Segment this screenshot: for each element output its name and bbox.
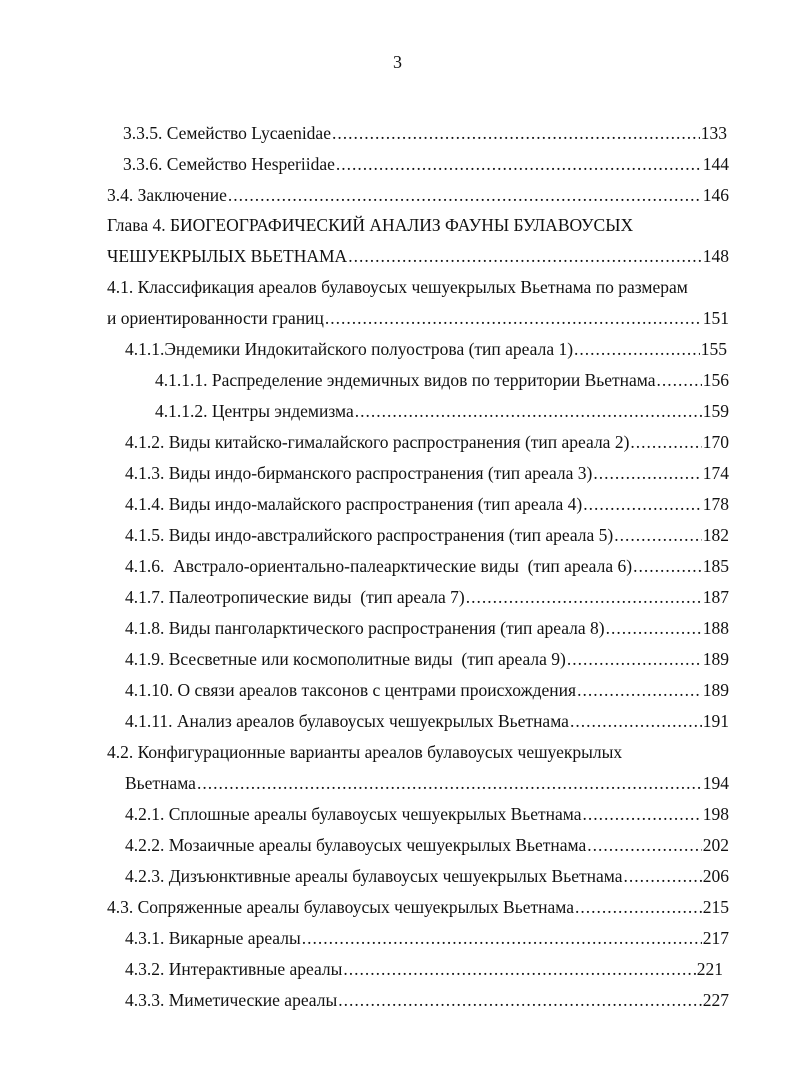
toc-entry-4-1-9[interactable] [125, 644, 729, 674]
toc-entry-4-3[interactable] [107, 892, 729, 922]
toc-entry-4-1-11[interactable] [125, 706, 729, 736]
toc-entry-4-2-3[interactable] [125, 861, 729, 891]
dot-leader [614, 520, 702, 550]
toc-entry-page: 191 [702, 711, 729, 731]
toc-entry-page: 227 [702, 990, 729, 1010]
toc-entry-page: 159 [702, 401, 729, 421]
toc-entry-title: и ориентированности границ [107, 308, 324, 328]
toc-entry-title: 3.4. Заключение [107, 185, 227, 205]
dot-leader [630, 427, 701, 457]
toc-entry-title: 3.3.6. Семейство Hesperiidae [123, 154, 335, 174]
dot-leader [583, 799, 702, 829]
toc-entry-title: ЧЕШУЕКРЫЛЫХ ВЬЕТНАМА [107, 246, 348, 266]
toc-entry-page: 155 [700, 339, 727, 359]
toc-entry-title: 3.3.5. Семейство Lycaenidae [123, 123, 331, 143]
toc-entry-4-1-1-1[interactable] [155, 365, 729, 395]
dot-leader [593, 458, 701, 488]
dot-leader [577, 675, 702, 705]
toc-entry-page: 170 [702, 432, 729, 452]
toc-entry-page: 189 [702, 680, 729, 700]
toc-entry-4-1-3[interactable] [125, 458, 729, 488]
toc-entry-4-1-8[interactable] [125, 613, 729, 643]
toc-entry-4-2-line1[interactable]: 4.2. Конфигурационные варианты ареалов булавоусых чешуекрылых [107, 742, 623, 762]
toc-entry-title: 4.1.4. Виды индо-малайского распространения (тип ареала 4) [125, 494, 583, 514]
toc-entry-page: 144 [702, 154, 729, 174]
toc-entry-page: 174 [702, 463, 729, 483]
toc-entry-page: 182 [702, 525, 729, 545]
toc-entry-title: 4.1.7. Палеотропические виды (тип ареала 7) [125, 587, 465, 607]
toc-entry-title: 4.1.10. О связи ареалов таксонов с центрами происхождения [125, 680, 577, 700]
toc-entry-4-1-line1[interactable]: 4.1. Классификация ареалов булавоусых чешуекрылых Вьетнама по размерам [107, 277, 688, 297]
dot-leader [623, 861, 701, 891]
dot-leader [587, 830, 702, 860]
toc-entry-title: 4.1.3. Виды индо-бирманского распространения (тип ареала 3) [125, 463, 593, 483]
dot-leader [567, 644, 702, 674]
toc-entry-4-2-2[interactable] [125, 830, 729, 860]
toc-entry-page: 151 [702, 308, 729, 328]
toc-entry-title: 4.2.1. Сплошные ареалы булавоусых чешуекрылых Вьетнама [125, 804, 582, 824]
toc-entry-3-3-6[interactable] [123, 149, 729, 179]
toc-entry-chapter-4[interactable] [107, 241, 729, 271]
dot-leader [348, 241, 702, 271]
toc-entry-4-3-1[interactable] [125, 923, 729, 953]
dot-leader [466, 582, 702, 612]
toc-entry-4-1-5[interactable] [125, 520, 729, 550]
toc-entry-page: 202 [702, 835, 729, 855]
toc-entry-title: 4.1.2. Виды китайско-гималайского распространения (тип ареала 2) [125, 432, 630, 452]
toc-entry-page: 187 [702, 587, 729, 607]
toc-entry-page: 189 [702, 649, 729, 669]
toc-entry-3-3-5[interactable] [123, 118, 727, 148]
toc-entry-page: 194 [702, 773, 729, 793]
dot-leader [228, 180, 702, 210]
toc-entry-title: 4.1.9. Всесветные или космополитные виды (тип ареала 9) [125, 649, 566, 669]
toc-entry-page: 148 [702, 246, 729, 266]
toc-entry-title: 4.2.3. Дизъюнктивные ареалы булавоусых чешуекрылых Вьетнама [125, 866, 623, 886]
toc-entry-page: 217 [702, 928, 729, 948]
toc-entry-title: 4.3. Сопряженные ареалы булавоусых чешуекрылых Вьетнама [107, 897, 574, 917]
toc-entry-3-4[interactable] [107, 180, 729, 210]
dot-leader [633, 551, 702, 581]
toc-entry-4-1[interactable] [107, 303, 729, 333]
dot-leader [343, 954, 695, 984]
dot-leader [575, 892, 702, 922]
dot-leader [574, 334, 700, 364]
toc-entry-page: 206 [702, 866, 729, 886]
dot-leader [302, 923, 702, 953]
toc-entry-4-3-2[interactable] [125, 954, 723, 984]
toc-entry-title: 4.1.1.Эндемики Индокитайского полуострова (тип ареала 1) [125, 339, 574, 359]
toc-entry-title: 4.3.2. Интерактивные ареалы [125, 959, 343, 979]
dot-leader [197, 768, 702, 798]
toc-entry-title: 4.1.1.2. Центры эндемизма [155, 401, 354, 421]
dot-leader [325, 303, 702, 333]
toc-entry-title: 4.3.3. Миметические ареалы [125, 990, 338, 1010]
toc-entry-page: 198 [702, 804, 729, 824]
toc-entry-4-2[interactable] [125, 768, 729, 798]
toc-entry-page: 146 [702, 185, 729, 205]
toc-entry-page: 221 [696, 959, 723, 979]
toc-entry-4-1-1[interactable] [125, 334, 727, 364]
toc-entry-page: 156 [702, 370, 729, 390]
toc-entry-title: Вьетнама [125, 773, 196, 793]
dot-leader [606, 613, 702, 643]
dot-leader [657, 365, 702, 395]
toc-entry-page: 133 [700, 123, 727, 143]
toc-entry-page: 178 [702, 494, 729, 514]
toc-entry-4-1-7[interactable] [125, 582, 729, 612]
toc-entry-4-1-10[interactable] [125, 675, 729, 705]
toc-entry-4-1-2[interactable] [125, 427, 729, 457]
dot-leader [338, 985, 702, 1015]
toc-entry-title: 4.1.6. Австрало-ориентально-палеарктические виды (тип ареала 6) [125, 556, 633, 576]
toc-entry-title: 4.3.1. Викарные ареалы [125, 928, 301, 948]
toc-entry-title: 4.2.2. Мозаичные ареалы булавоусых чешуекрылых Вьетнама [125, 835, 587, 855]
toc-entry-4-2-1[interactable] [125, 799, 729, 829]
dot-leader [336, 149, 702, 179]
dot-leader [570, 706, 702, 736]
toc-entry-4-3-3[interactable] [125, 985, 729, 1015]
toc-entry-4-1-4[interactable] [125, 489, 729, 519]
dot-leader [355, 396, 702, 426]
toc-entry-title: 4.1.1.1. Распределение эндемичных видов по территории Вьетнама [155, 370, 656, 390]
toc-entry-4-1-6[interactable] [125, 551, 729, 581]
toc-entry-chapter-4-line1[interactable]: Глава 4. БИОГЕОГРАФИЧЕСКИЙ АНАЛИЗ ФАУНЫ БУЛАВОУСЫХ [107, 215, 634, 235]
toc-entry-title: 4.1.5. Виды индо-австралийского распространения (тип ареала 5) [125, 525, 614, 545]
toc-entry-page: 215 [702, 897, 729, 917]
toc-entry-4-1-1-2[interactable] [155, 396, 729, 426]
toc-entry-page: 188 [702, 618, 729, 638]
page-number: 3 [393, 52, 402, 72]
dot-leader [332, 118, 700, 148]
toc-entry-title: 4.1.8. Виды панголарктического распространения (тип ареала 8) [125, 618, 605, 638]
toc-entry-title: 4.1.11. Анализ ареалов булавоусых чешуекрылых Вьетнама [125, 711, 569, 731]
toc-entry-page: 185 [702, 556, 729, 576]
dot-leader [583, 489, 702, 519]
